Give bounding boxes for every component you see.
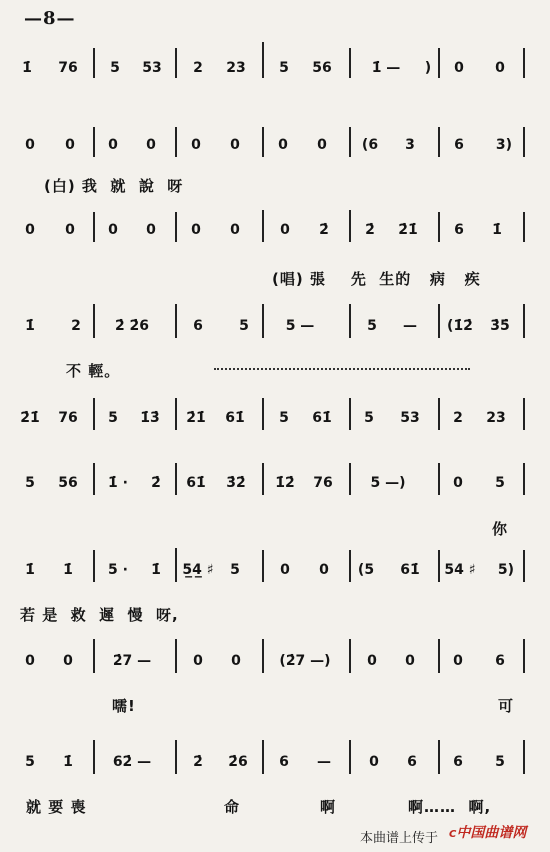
- note: 2̇: [193, 754, 203, 770]
- note: 2: [453, 410, 463, 426]
- barline: [175, 304, 177, 338]
- note: 0: [369, 754, 379, 770]
- note: 2: [71, 318, 81, 334]
- note: 0: [25, 137, 35, 153]
- lyric-line: 啊: [320, 798, 337, 816]
- note: 5: [25, 475, 35, 491]
- note: (1̇2̇: [447, 318, 473, 334]
- barline: [438, 639, 440, 673]
- lyric-line: 命: [224, 798, 241, 816]
- note: 2̇6: [228, 754, 248, 770]
- note: 61̇: [400, 562, 420, 578]
- note: 0: [65, 137, 75, 153]
- barline: [523, 740, 525, 774]
- note: 56: [58, 475, 78, 491]
- note: 0: [367, 653, 377, 669]
- note: 0: [405, 653, 415, 669]
- note: (6: [361, 137, 379, 153]
- lyric-line: (白) 我 就 說 呀: [44, 177, 184, 195]
- note: 23: [226, 60, 246, 76]
- note: 0: [65, 222, 75, 238]
- barline: [349, 127, 351, 157]
- note: 2̇7 —: [112, 653, 152, 669]
- barline: [93, 639, 95, 673]
- note: 5: [279, 60, 289, 76]
- note: 53: [400, 410, 420, 426]
- note: 2̇: [319, 222, 329, 238]
- note: 0: [191, 137, 201, 153]
- note: 1̇: [63, 562, 73, 578]
- barline: [349, 398, 351, 430]
- barline: [438, 127, 440, 157]
- barline: [175, 740, 177, 774]
- note: 2̇1̇: [20, 410, 40, 426]
- barline: [175, 548, 177, 582]
- note: 0: [453, 475, 463, 491]
- note: 1̇: [63, 754, 73, 770]
- page-number: —8—: [24, 8, 76, 29]
- note: 5: [25, 754, 35, 770]
- note: —: [317, 754, 331, 770]
- note: 6: [454, 222, 464, 238]
- note: 1̇: [25, 562, 35, 578]
- barline: [523, 550, 525, 582]
- lyric-line: 你: [492, 520, 509, 538]
- site-logo[interactable]: C中国曲谱网: [449, 825, 527, 841]
- note: 3̇2̇: [226, 475, 246, 491]
- lyric-line: 不 輕。: [66, 362, 121, 380]
- note: 5: [110, 60, 120, 76]
- barline: [93, 304, 95, 338]
- barline: [349, 639, 351, 673]
- barline: [438, 212, 440, 242]
- note: 0: [454, 60, 464, 76]
- note: 2̇ 2̇6: [114, 318, 150, 334]
- note: 53: [142, 60, 162, 76]
- note: 5̲4̲ ♯: [182, 562, 214, 578]
- note: 1̇ —: [371, 60, 401, 76]
- note: 6: [407, 754, 417, 770]
- note: 6: [454, 137, 464, 153]
- note: 0: [25, 653, 35, 669]
- barline: [349, 210, 351, 242]
- note: 0: [278, 137, 288, 153]
- note: 5: [279, 410, 289, 426]
- note: 0: [230, 137, 240, 153]
- note: 2̇: [151, 475, 161, 491]
- lyric-line: 就 要 喪: [26, 798, 87, 816]
- note: 5 ·: [108, 562, 128, 578]
- barline: [175, 639, 177, 673]
- barline: [93, 127, 95, 157]
- note: 5: [230, 562, 240, 578]
- note: 6: [453, 754, 463, 770]
- barline: [523, 48, 525, 78]
- barline: [349, 550, 351, 582]
- barline: [523, 212, 525, 242]
- lyric-line: 可: [498, 697, 515, 715]
- note: 5): [497, 562, 515, 578]
- note: ): [424, 60, 432, 76]
- note: 0: [146, 137, 156, 153]
- barline: [438, 550, 440, 582]
- note: 76: [58, 60, 78, 76]
- note: 1̇: [492, 222, 502, 238]
- barline: [175, 48, 177, 78]
- note: 1̇: [22, 60, 32, 76]
- note: 0: [191, 222, 201, 238]
- barline: [438, 48, 440, 78]
- note: 23: [486, 410, 506, 426]
- barline: [523, 127, 525, 157]
- note: 2̇1̇: [186, 410, 206, 426]
- barline: [262, 463, 264, 495]
- barline: [93, 48, 95, 78]
- note: 1̇ ·: [108, 475, 128, 491]
- barline: [523, 304, 525, 338]
- barline: [175, 212, 177, 242]
- note: 2̇1̇: [398, 222, 418, 238]
- note: 0: [231, 653, 241, 669]
- note: —: [403, 318, 417, 334]
- note: 3̇5̇: [490, 318, 510, 334]
- note: 5 —): [370, 475, 406, 491]
- note: 61̇: [225, 410, 245, 426]
- barline: [262, 398, 264, 430]
- lyric-line: 啊…… 啊,: [408, 798, 492, 816]
- barline: [262, 127, 264, 157]
- barline: [262, 639, 264, 673]
- note: 3: [405, 137, 415, 153]
- note: 6: [193, 318, 203, 334]
- note: 54 ♯: [444, 562, 476, 578]
- note: 5 —: [285, 318, 315, 334]
- note: 0: [25, 222, 35, 238]
- barline: [523, 639, 525, 673]
- note: 61̇: [312, 410, 332, 426]
- barline: [262, 550, 264, 582]
- note: 0: [193, 653, 203, 669]
- lyric-line: 若 是 救 遲 慢 呀,: [20, 606, 179, 624]
- note: 2̇: [365, 222, 375, 238]
- note: 0: [317, 137, 327, 153]
- note: 6: [495, 653, 505, 669]
- note: 61̇: [186, 475, 206, 491]
- note: 6: [279, 754, 289, 770]
- note: 0: [63, 653, 73, 669]
- note: 1̇: [151, 562, 161, 578]
- barline: [262, 304, 264, 338]
- note: 5: [364, 410, 374, 426]
- barline: [93, 212, 95, 242]
- note: 1̇2̇: [275, 475, 295, 491]
- site-logo-text: 中国曲谱网: [456, 825, 527, 841]
- barline: [93, 398, 95, 430]
- note: 56: [312, 60, 332, 76]
- note: 0: [280, 222, 290, 238]
- barline: [93, 740, 95, 774]
- note: 5: [495, 475, 505, 491]
- barline: [349, 304, 351, 338]
- barline: [262, 42, 264, 78]
- note: 0: [108, 137, 118, 153]
- barline: [438, 304, 440, 338]
- upload-note: 本曲谱上传于: [360, 831, 439, 846]
- note: 76: [58, 410, 78, 426]
- barline: [93, 550, 95, 582]
- note: 5: [495, 754, 505, 770]
- barline: [438, 398, 440, 430]
- note: 1̇3̇: [140, 410, 160, 426]
- note: 5: [108, 410, 118, 426]
- barline: [262, 210, 264, 242]
- note: 62̇ —: [112, 754, 152, 770]
- continuation-dots: [214, 368, 470, 370]
- note: 0: [108, 222, 118, 238]
- note: 0: [146, 222, 156, 238]
- note: 3): [495, 137, 513, 153]
- lyric-line: 嚅!: [112, 697, 136, 715]
- note: 0: [280, 562, 290, 578]
- barline: [349, 48, 351, 78]
- barline: [523, 463, 525, 495]
- note: 0: [230, 222, 240, 238]
- note: 76: [313, 475, 333, 491]
- lyric-line: (唱) 張 先 生的 病 疾: [272, 270, 481, 288]
- note: 0: [495, 60, 505, 76]
- note: 5: [367, 318, 377, 334]
- barline: [523, 398, 525, 430]
- note: 1̇: [25, 318, 35, 334]
- note: (2̇7 —): [279, 653, 331, 669]
- barline: [262, 740, 264, 774]
- barline: [349, 740, 351, 774]
- barline: [175, 463, 177, 495]
- note: 2: [193, 60, 203, 76]
- barline: [438, 463, 440, 495]
- note: (5: [357, 562, 375, 578]
- barline: [175, 127, 177, 157]
- barline: [349, 463, 351, 495]
- barline: [175, 398, 177, 430]
- note: 0: [453, 653, 463, 669]
- barline: [93, 463, 95, 495]
- note: 5: [239, 318, 249, 334]
- note: 0: [319, 562, 329, 578]
- barline: [438, 740, 440, 774]
